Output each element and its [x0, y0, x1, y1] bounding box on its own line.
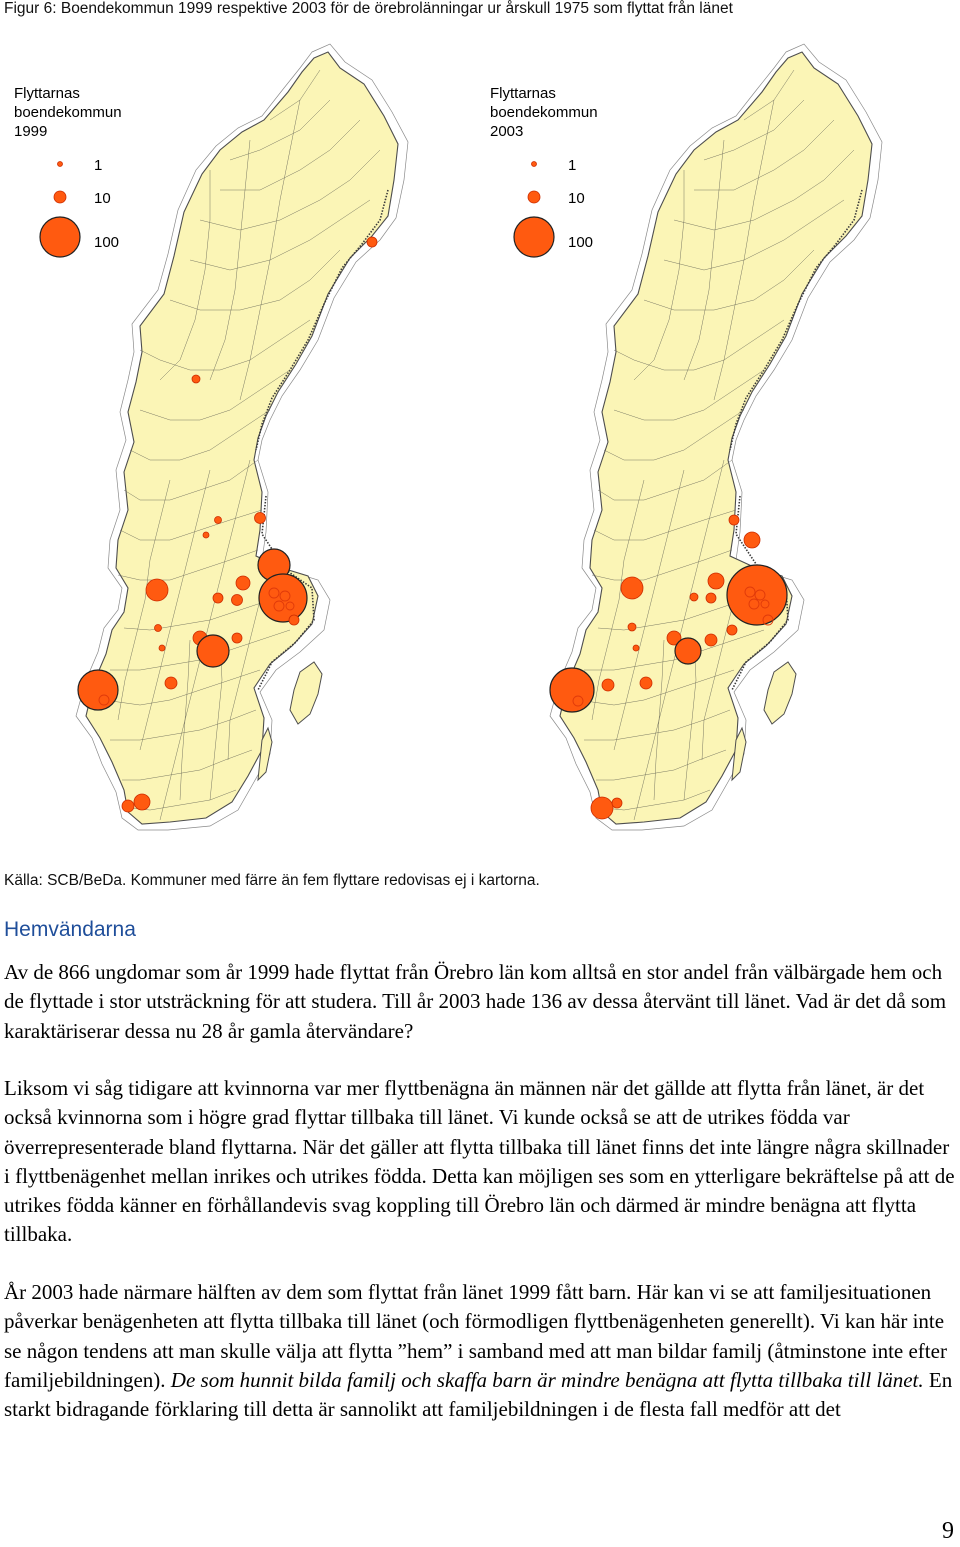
- symbol-1999: [146, 579, 168, 601]
- symbol-1999: [213, 593, 223, 603]
- paragraph-3-text-b: En starkt bidragande förklaring till detta är sannolikt att familjebildningen i de flesta fall medför att det: [4, 1367, 953, 1422]
- legend-title-line-2: boendekommun: [490, 104, 598, 121]
- legend-title-line-2: boendekommun: [14, 104, 122, 121]
- symbol-1999: [197, 635, 229, 667]
- symbol-1999: [122, 800, 134, 812]
- symbol-2003: [675, 638, 701, 664]
- symbol-1999: [236, 576, 250, 590]
- paragraph-3: [4, 1278, 960, 1424]
- map-2003: [490, 44, 882, 830]
- symbol-2003: [705, 634, 717, 646]
- symbol-1999: [289, 615, 299, 625]
- symbol-1999: [232, 595, 243, 606]
- paragraph-3-italic: De som hunnit bilda familj och skaffa barn är mindre benägna att flytta tillbaka till länet.: [170, 1367, 924, 1392]
- symbol-1999: [203, 532, 209, 538]
- legend-label-10: 10: [94, 190, 111, 207]
- symbol-1999: [155, 625, 162, 632]
- symbol-1999: [78, 670, 118, 710]
- legend-symbol-100: [514, 217, 554, 257]
- symbol-2003: [727, 565, 787, 625]
- legend-symbol-1: [58, 162, 63, 167]
- legend-label-100: 100: [568, 234, 594, 251]
- legend-symbol-10: [528, 191, 540, 203]
- symbol-1999: [215, 517, 222, 524]
- legend-label-10: 10: [568, 190, 585, 207]
- symbol-1999: [367, 237, 377, 247]
- page-number: 9: [942, 1518, 954, 1544]
- legend-title-line-1: Flyttarnas: [490, 85, 556, 102]
- symbol-2003: [706, 593, 716, 603]
- symbol-2003: [640, 677, 652, 689]
- map-1999: [14, 44, 408, 830]
- symbol-1999: [255, 513, 266, 524]
- source-note: Källa: SCB/BeDa. Kommuner med färre än fem flyttare redovisas ej i kartorna.: [4, 872, 540, 889]
- symbol-2003: [602, 679, 614, 691]
- legend-label-100: 100: [94, 234, 120, 251]
- symbol-2003: [727, 625, 737, 635]
- paragraph-2: Liksom vi såg tidigare att kvinnorna var mer flyttbenägna än männen när det gällde att flytta från länet, är det också kvinnorna som i högre grad flyttar tillbaka till länet. Vi kunde också se att de utrikes födda var överrepresenterade bland flyttarna. När det gäller att flytta tillbaka till länet finns det inte längre några skillnader i flyttbenägenhet mellan inrikes och utrikes födda. Detta kan möjligen ses som en ytterligare bekräftelse på att de utrikes födda känner en förhållandevis svag koppling till Örebro län och därmed är mindre benägna att flytta tillbaka.: [4, 1076, 955, 1247]
- symbol-2003: [744, 532, 760, 548]
- paragraph-3-text-a: År 2003 hade närmare hälften av dem som flyttat från länet 1999 fått barn. Här kan vi se att familjesituationen påverkar benägenheten att flytta tillbaka till länet (och förmodligen flyttbenägenheten generellt). Vi kan här inte se någon tendens att man skulle välja att flytta ”hem” i samband med att man bildar familj (åtminstone inte efter familjebildningen).: [4, 1280, 947, 1392]
- symbol-2003: [628, 623, 636, 631]
- symbol-2003: [621, 577, 643, 599]
- legend-title-line-3: 1999: [14, 123, 48, 140]
- section-heading: Hemvändarna: [4, 918, 136, 941]
- symbol-1999: [134, 794, 150, 810]
- symbol-2003: [633, 645, 639, 651]
- symbol-2003: [690, 593, 698, 601]
- symbol-1999: [165, 677, 177, 689]
- legend-label-1: 1: [94, 157, 103, 174]
- symbol-2003: [550, 668, 594, 712]
- paragraph-1: Av de 866 ungdomar som år 1999 hade flyttat från Örebro län kom alltså en stor andel från välbärgade hem och de flyttade i stor utsträckning för att studera. Till år 2003 hade 136 av dessa återvänt till länet. Vad är det då som karaktäriserar dessa nu 28 år gamla återvändare?: [4, 960, 947, 1043]
- legend-symbol-10: [54, 191, 66, 203]
- symbol-2003: [708, 573, 724, 589]
- symbol-1999: [192, 375, 200, 383]
- legend-label-1: 1: [568, 157, 577, 174]
- symbol-2003: [591, 797, 613, 819]
- legend-symbol-1: [532, 162, 537, 167]
- figure-caption: Figur 6: Boendekommun 1999 respektive 2003 för de örebrolänningar ur årskull 1975 som flyttat från länet: [4, 0, 733, 17]
- legend-symbol-100: [40, 217, 80, 257]
- symbol-2003: [612, 798, 622, 808]
- symbol-1999: [232, 633, 242, 643]
- maps-figure: [0, 40, 960, 840]
- legend-title-line-1: Flyttarnas: [14, 85, 80, 102]
- legend-title-line-3: 2003: [490, 123, 524, 140]
- symbol-1999: [159, 645, 165, 651]
- symbol-1999: [259, 574, 307, 622]
- symbol-2003: [729, 515, 739, 525]
